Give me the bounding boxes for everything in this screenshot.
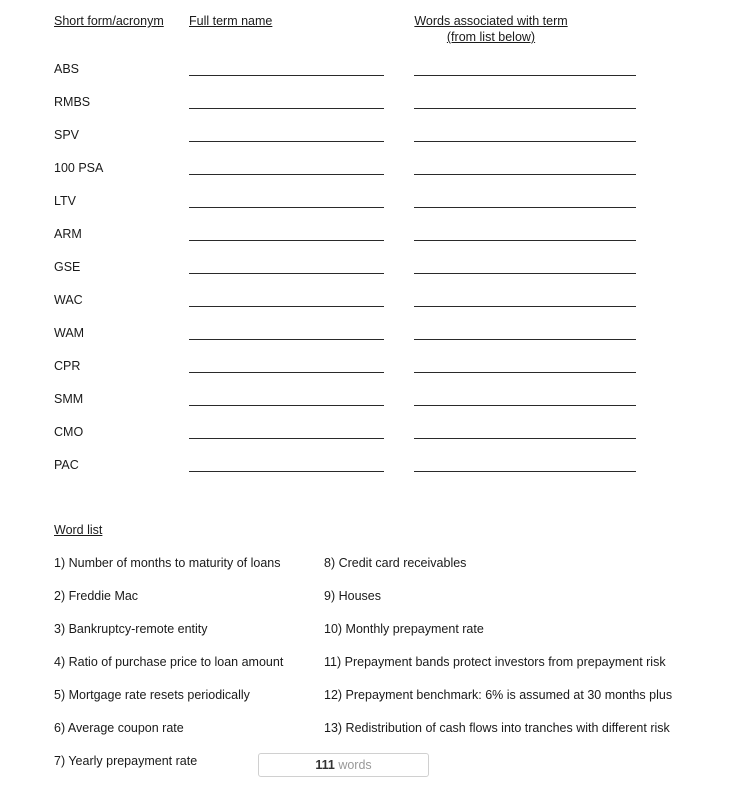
word-count-number: 111: [315, 758, 335, 772]
associated-words-blank[interactable]: [414, 339, 636, 340]
full-term-blank[interactable]: [189, 438, 384, 439]
table-row: [0, 325, 751, 358]
full-term-blank[interactable]: [189, 75, 384, 76]
associated-words-blank[interactable]: [414, 306, 636, 307]
header-associated-words-line1: Words associated with term: [414, 14, 568, 28]
word-list-item: 3) Bankruptcy-remote entity: [54, 622, 208, 636]
word-list-item: 11) Prepayment bands protect investors from prepayment risk: [324, 655, 666, 669]
word-list-item: 5) Mortgage rate resets periodically: [54, 688, 250, 702]
full-term-blank[interactable]: [189, 339, 384, 340]
word-list-title: Word list: [54, 523, 103, 537]
table-row: [0, 160, 751, 193]
associated-words-blank[interactable]: [414, 438, 636, 439]
acronym-label: LTV: [54, 194, 76, 208]
full-term-blank[interactable]: [189, 207, 384, 208]
word-count-label: words: [338, 758, 372, 772]
table-row: [0, 259, 751, 292]
acronym-label: ABS: [54, 62, 80, 76]
header-associated-words: [414, 13, 568, 45]
associated-words-blank[interactable]: [414, 405, 636, 406]
acronym-label: WAC: [54, 293, 83, 307]
table-row: [0, 226, 751, 259]
acronym-label: GSE: [54, 260, 81, 274]
word-list-item: 4) Ratio of purchase price to loan amount: [54, 655, 284, 669]
word-list-item: 13) Redistribution of cash flows into tranches with different risk: [324, 721, 670, 735]
word-list-item: 2) Freddie Mac: [54, 589, 139, 603]
word-list-item: 6) Average coupon rate: [54, 721, 184, 735]
table-row: [0, 127, 751, 160]
table-row: [0, 358, 751, 391]
full-term-blank[interactable]: [189, 471, 384, 472]
full-term-blank[interactable]: [189, 108, 384, 109]
word-count-indicator[interactable]: [258, 753, 429, 777]
acronym-label: WAM: [54, 326, 85, 340]
full-term-blank[interactable]: [189, 240, 384, 241]
header-full-term: Full term name: [189, 14, 273, 28]
acronym-label: SPV: [54, 128, 80, 142]
full-term-blank[interactable]: [189, 405, 384, 406]
full-term-blank[interactable]: [189, 306, 384, 307]
acronym-label: ARM: [54, 227, 82, 241]
table-row: [0, 193, 751, 226]
acronym-label: CMO: [54, 425, 84, 439]
table-row: [0, 391, 751, 424]
acronym-label: PAC: [54, 458, 79, 472]
acronym-label: 100 PSA: [54, 161, 104, 175]
associated-words-blank[interactable]: [414, 174, 636, 175]
word-list-item: 12) Prepayment benchmark: 6% is assumed at 30 months plus: [324, 688, 673, 702]
word-list-item: 9) Houses: [324, 589, 381, 603]
table-row: [0, 424, 751, 457]
full-term-blank[interactable]: [189, 174, 384, 175]
full-term-blank[interactable]: [189, 372, 384, 373]
associated-words-blank[interactable]: [414, 108, 636, 109]
acronym-label: SMM: [54, 392, 84, 406]
word-list-item: 10) Monthly prepayment rate: [324, 622, 484, 636]
table-row: [0, 94, 751, 127]
associated-words-blank[interactable]: [414, 471, 636, 472]
word-list-item: 7) Yearly prepayment rate: [54, 754, 198, 768]
associated-words-blank[interactable]: [414, 240, 636, 241]
associated-words-blank[interactable]: [414, 75, 636, 76]
associated-words-blank[interactable]: [414, 372, 636, 373]
acronym-label: RMBS: [54, 95, 91, 109]
table-row: [0, 61, 751, 94]
header-associated-words-line2: (from list below): [446, 30, 536, 44]
associated-words-blank[interactable]: [414, 273, 636, 274]
associated-words-blank[interactable]: [414, 207, 636, 208]
header-acronym: Short form/acronym: [54, 14, 164, 28]
associated-words-blank[interactable]: [414, 141, 636, 142]
word-list-item: 8) Credit card receivables: [324, 556, 467, 570]
full-term-blank[interactable]: [189, 141, 384, 142]
table-row: [0, 457, 751, 490]
acronym-label: CPR: [54, 359, 81, 373]
word-list-item: 1) Number of months to maturity of loans: [54, 556, 281, 570]
table-row: [0, 292, 751, 325]
full-term-blank[interactable]: [189, 273, 384, 274]
